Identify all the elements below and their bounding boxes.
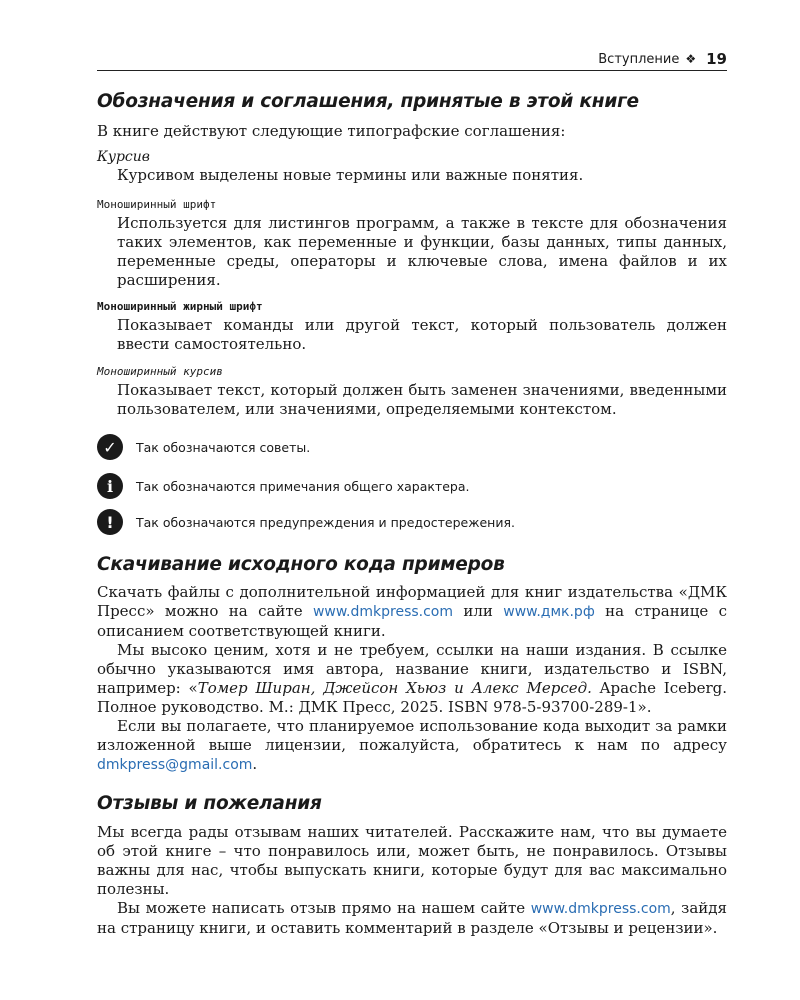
convention-monospace-bold: [97, 298, 727, 354]
info-icon: i: [97, 473, 123, 499]
convention-monospace-italic: [97, 363, 727, 419]
desc-monospace-italic: Показывает текст, который должен быть заменен значениями, введенными пользователем, или значениями, определяемыми контекстом.: [117, 381, 727, 418]
download-body: [97, 583, 727, 775]
email-link[interactable]: dmkpress@gmail.com: [97, 757, 253, 773]
term-monospace-italic: Моноширинный курсив: [97, 365, 223, 378]
check-icon: ✓: [97, 434, 123, 460]
note-info: [97, 474, 727, 498]
note-tip-text: Так обозначаются советы.: [136, 439, 311, 455]
download-paragraph-3: Если вы полагаете, что планируемое использование кода выходит за рамки изложенной выше лицензии, пожалуйста, обратитесь к нам по адресу dmkpress@gmail.com.: [97, 717, 727, 773]
term-monospace-bold: Моноширинный жирный шрифт: [97, 300, 263, 313]
warning-icon: !: [97, 509, 123, 535]
term-italic: Курсив: [97, 149, 150, 165]
note-info-text: Так обозначаются примечания общего характера.: [136, 478, 470, 494]
conventions-intro: В книге действуют следующие типографские соглашения:: [97, 122, 566, 140]
term-monospace: Моноширинный шрифт: [97, 198, 217, 211]
download-paragraph-2: Мы высоко ценим, хотя и не требуем, ссылки на наши издания. В ссылке обычно указываются имя автора, название книги, издательство и ISBN, например: «Томер Ширан, Джейсон Хьюз и Алекс Мерсед. Apache Iceberg. Полное руководство. М.: ДМК Пресс, 2025. ISBN 978-5-93700-289-1».: [97, 641, 727, 716]
note-warning-text: Так обозначаются предупреждения и предостережения.: [136, 514, 515, 530]
convention-italic: [97, 149, 727, 185]
dmk-rf-link[interactable]: www.дмк.рф: [503, 604, 595, 620]
note-tip: [97, 435, 727, 459]
section-heading-conventions: Обозначения и соглашения, принятые в этой книге: [97, 91, 639, 112]
feedback-body: [97, 823, 727, 938]
running-head-title: Вступление: [598, 51, 680, 67]
feedback-site-link[interactable]: www.dmkpress.com: [530, 901, 671, 917]
dmkpress-link[interactable]: www.dmkpress.com: [312, 604, 454, 620]
desc-italic: Курсивом выделены новые термины или важные понятия.: [117, 166, 584, 184]
running-head: [97, 48, 727, 71]
desc-monospace: Используется для листингов программ, а также в тексте для обозначения таких элементов, как переменные и функции, базы данных, типы данных, переменные среды, операторы и ключевые слова, имена файлов и их расширения.: [117, 214, 727, 289]
page-number: 19: [706, 50, 727, 68]
desc-monospace-bold: Показывает команды или другой текст, который пользователь должен ввести самостоятельно.: [117, 316, 727, 353]
download-paragraph-1: Скачать файлы с дополнительной информацией для книг издательства «ДМК Пресс» можно на сайте www.dmkpress.com или www.дмк.рф на странице с описанием соответствующей книги.: [97, 583, 727, 640]
section-heading-feedback: Отзывы и пожелания: [97, 793, 322, 814]
ornament-icon: ❖: [685, 52, 697, 66]
citation-authors: Томер Ширан, Джейсон Хьюз и Алекс Мерсед.: [197, 679, 592, 697]
convention-monospace: [97, 196, 727, 290]
feedback-paragraph-1: Мы всегда рады отзывам наших читателей. Расскажите нам, что вы думаете об этой книге – что понравилось или, может быть, не понравилось. Отзывы важны для нас, чтобы выпускать книги, которые будут для вас максимально полезны.: [97, 823, 727, 898]
note-warning: [97, 510, 727, 534]
feedback-paragraph-2: Вы можете написать отзыв прямо на нашем сайте www.dmkpress.com, зайдя на страницу книги, и оставить комментарий в разделе «Отзывы и рецензии».: [97, 899, 727, 937]
book-page: [97, 48, 727, 937]
section-heading-download: Скачивание исходного кода примеров: [97, 554, 505, 575]
